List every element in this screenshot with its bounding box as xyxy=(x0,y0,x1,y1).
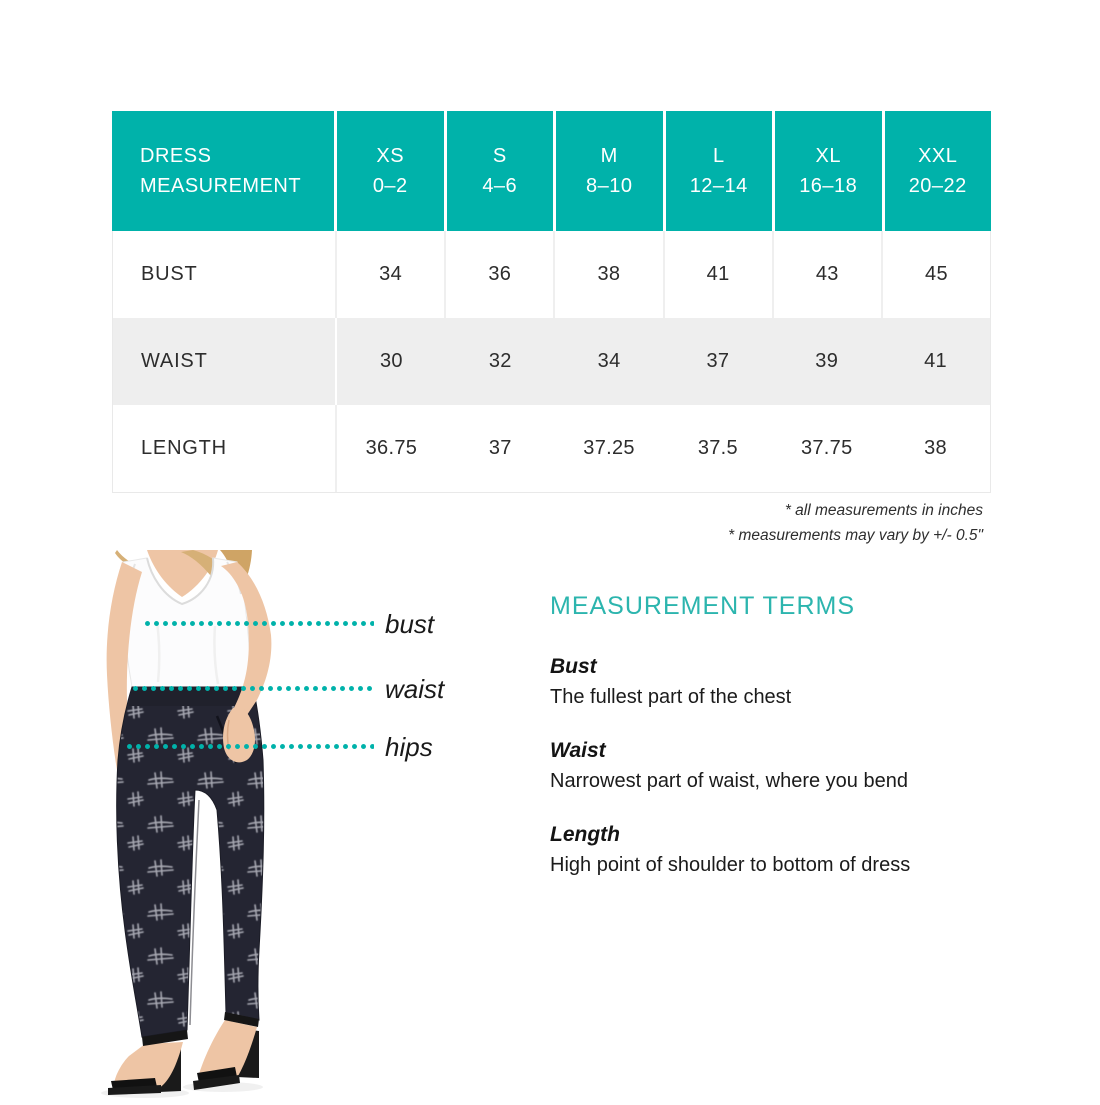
footnote-inches: * all measurements in inches xyxy=(784,502,983,519)
row-label: BUST xyxy=(113,231,337,318)
row-label: LENGTH xyxy=(113,405,337,492)
measurement-value-cell: 37.5 xyxy=(697,437,738,459)
header-label-line2: MEASUREMENT xyxy=(140,175,302,197)
measurement-value-cell: 34 xyxy=(597,350,621,372)
bust-measurement-line xyxy=(145,621,374,626)
measurement-value-cell: 32 xyxy=(488,350,512,372)
term-item-length xyxy=(550,823,1020,877)
footnote-variance: * measurements may vary by +/- 0.5" xyxy=(728,526,983,544)
size-name: XL xyxy=(815,145,841,167)
hips-line-label: hips xyxy=(385,732,433,762)
table-row-waist xyxy=(113,318,990,405)
term-definition: High point of shoulder to bottom of dress xyxy=(550,854,911,876)
term-definition: Narrowest part of waist, where you bend xyxy=(550,770,908,792)
measurement-value-cell: 41 xyxy=(665,231,774,318)
row-label: WAIST xyxy=(113,318,337,405)
term-name: Bust xyxy=(550,655,597,678)
measurement-value-cell: 43 xyxy=(774,231,883,318)
size-range: 12–14 xyxy=(689,175,748,197)
header-cell-m xyxy=(556,111,666,231)
waist-measurement-line xyxy=(133,686,374,691)
header-cell-s xyxy=(447,111,557,231)
measurement-value-cell: 45 xyxy=(925,263,948,285)
measurement-value-cell: 38 xyxy=(555,231,664,318)
size-name: M xyxy=(600,145,618,167)
header-cell-l xyxy=(666,111,776,231)
measurement-value-cell: 37.25 xyxy=(583,437,635,459)
model-photo xyxy=(95,550,345,1100)
size-name: XS xyxy=(376,145,405,167)
size-name: S xyxy=(492,145,507,167)
term-name: Waist xyxy=(550,739,606,762)
footnotes xyxy=(728,499,983,548)
hips-measurement-line xyxy=(127,744,374,749)
header-cell-xs xyxy=(337,111,447,231)
size-name: L xyxy=(712,145,725,167)
measurement-value-cell: 38 xyxy=(924,437,947,459)
bust-line-label: bust xyxy=(385,609,435,639)
size-range: 0–2 xyxy=(372,175,408,197)
term-name: Length xyxy=(550,823,620,846)
header-label-line1: DRESS xyxy=(140,145,212,167)
size-name: XXL xyxy=(918,145,958,167)
measurement-terms-heading: MEASUREMENT TERMS xyxy=(550,592,856,620)
header-cell-xl xyxy=(775,111,885,231)
term-item-bust xyxy=(550,655,1020,709)
measurement-value-cell: 34 xyxy=(337,231,446,318)
header-cell-xxl xyxy=(885,111,992,231)
size-range: 16–18 xyxy=(799,175,858,197)
measurement-value-cell: 37.75 xyxy=(800,437,853,459)
size-chart-header-row xyxy=(112,111,991,231)
size-range: 8–10 xyxy=(586,175,633,197)
measurement-value-cell: 37 xyxy=(488,437,512,459)
measurement-value-cell: 30 xyxy=(379,350,403,372)
table-row-length xyxy=(113,405,990,492)
header-cell-dress-measurement xyxy=(112,111,337,231)
measurement-value-cell: 41 xyxy=(924,350,947,372)
term-item-waist xyxy=(550,739,1020,793)
model-illustration xyxy=(95,550,345,1100)
measurement-terms-section xyxy=(550,592,1020,907)
measurement-value-cell: 36.75 xyxy=(365,437,418,459)
measurement-value-cell: 39 xyxy=(815,350,839,372)
term-definition: The fullest part of the chest xyxy=(550,686,792,708)
measurement-value-cell: 37 xyxy=(706,350,730,372)
table-row-bust xyxy=(113,231,990,318)
measurement-value-cell: 36 xyxy=(446,231,555,318)
size-chart-body xyxy=(112,231,991,493)
size-range: 4–6 xyxy=(482,175,518,197)
size-range: 20–22 xyxy=(908,175,967,197)
size-chart-table xyxy=(112,111,991,493)
waist-line-label: waist xyxy=(385,674,445,704)
